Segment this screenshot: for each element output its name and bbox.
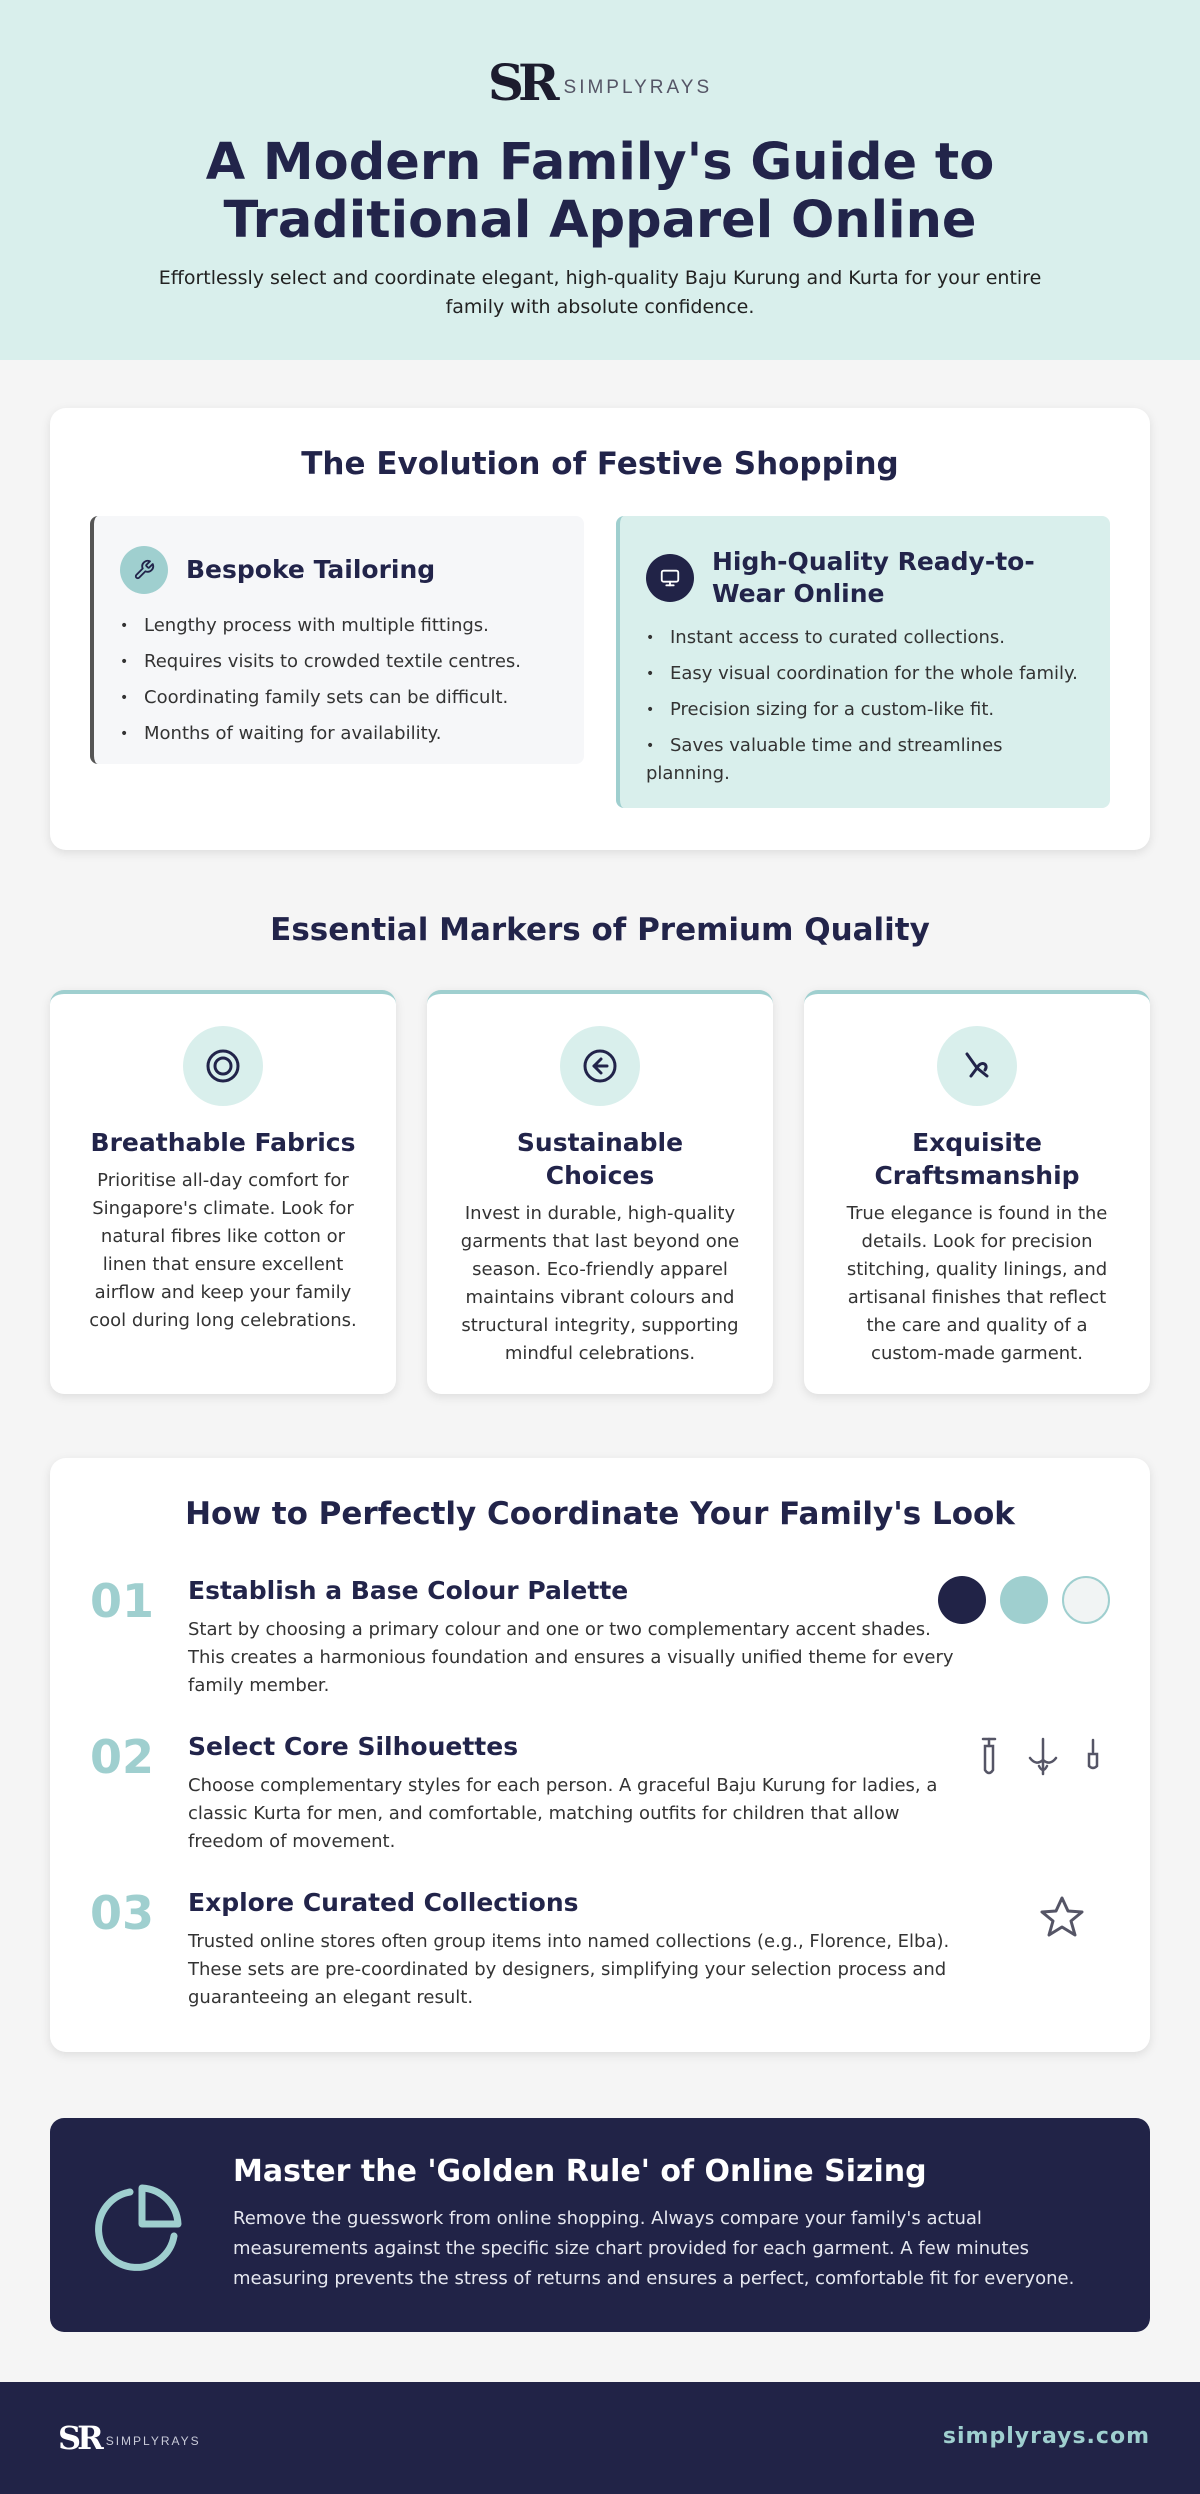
quality-card-title: Breathable Fabrics — [90, 1128, 356, 1157]
step-title: Select Core Silhouettes — [188, 1732, 519, 1761]
list-item: • Months of waiting for availability. — [120, 720, 556, 748]
step-body: Start by choosing a primary colour and one or two complementary accent shades. This creates a harmonious foundation and ensures a visually unified theme for every family member. — [188, 1619, 954, 1696]
bespoke-tailoring-box — [90, 516, 584, 764]
ring-icon — [183, 1026, 263, 1106]
list-item: • Easy visual coordination for the whole family. — [646, 660, 1082, 688]
step-body: Trusted online stores often group items into named collections (e.g., Florence, Elba). These sets are pre-coordinated by designers, simplifying your selection process and guaranteeing an elegant result. — [188, 1931, 950, 2008]
footer-website-link[interactable]: simplyrays.com — [942, 2424, 1150, 2449]
star-icon — [1038, 1894, 1086, 1940]
kurta-icon — [1026, 1736, 1060, 1784]
golden-rule-title: Master the 'Golden Rule' of Online Sizing — [233, 2154, 927, 2189]
golden-rule-body: Remove the guesswork from online shopping. Always compare your family's actual measurements against the specific size chart provided for each garment. A few minutes measuring prevents the stress of returns and ensures a perfect, comfortable fit for everyone. — [233, 2208, 1075, 2289]
logo-mark: SR — [487, 53, 554, 112]
child-outfit-icon — [1086, 1736, 1100, 1784]
step-title: Establish a Base Colour Palette — [188, 1576, 629, 1605]
brand-logo[interactable] — [487, 53, 713, 112]
coordinate-section — [50, 1458, 1150, 2052]
swatch-teal — [1000, 1576, 1048, 1624]
online-title: High-Quality Ready-to-Wear Online — [712, 547, 1035, 608]
quality-card-body: True elegance is found in the details. Look for precision stitching, quality linings, and artisanal finishes that reflect the care and quality of a custom-made garment. — [846, 1203, 1108, 1364]
quality-card-fabrics — [50, 990, 396, 1394]
colour-palette — [938, 1576, 1110, 1624]
footer — [0, 2382, 1200, 2494]
golden-rule-banner — [50, 2118, 1150, 2332]
bespoke-list — [120, 612, 556, 748]
footer-logo[interactable] — [58, 2419, 201, 2457]
logo-mark: SR — [58, 2419, 100, 2457]
step-number: 01 — [90, 1574, 155, 1628]
logo-wordmark: SIMPLYRAYS — [105, 2434, 201, 2448]
page-title: A Modern Family's Guide to Traditional Apparel Online — [205, 133, 995, 250]
swatch-navy — [938, 1576, 986, 1624]
quality-card-title: Sustainable Choices — [516, 1128, 684, 1190]
hero-header — [0, 0, 1200, 360]
quality-card-title: Exquisite Craftsmanship — [874, 1128, 1080, 1190]
step-body: Choose complementary styles for each person. A graceful Baju Kurung for ladies, a classic Kurta for men, and comfortable, matching outfits for children that allow freedom of movement. — [188, 1775, 938, 1852]
logo-wordmark: SIMPLYRAYS — [563, 77, 713, 98]
list-item: • Requires visits to crowded textile centres. — [120, 648, 556, 676]
needle-thread-icon — [937, 1026, 1017, 1106]
list-item: • Saves valuable time and streamlines planning. — [646, 732, 1082, 788]
quality-card-body: Invest in durable, high-quality garments that last beyond one season. Eco-friendly apparel maintains vibrant colours and structural integrity, supporting mindful celebrations. — [460, 1203, 740, 1364]
evolution-title: The Evolution of Festive Shopping — [301, 446, 899, 482]
step-number: 02 — [90, 1730, 155, 1784]
quality-title: Essential Markers of Premium Quality — [270, 912, 930, 948]
coordinate-title: How to Perfectly Coordinate Your Family's Look — [185, 1496, 1015, 1532]
circle-arrow-left-icon — [560, 1026, 640, 1106]
pie-chart-icon — [90, 2180, 186, 2280]
quality-card-craftsmanship — [804, 990, 1150, 1394]
list-item: • Precision sizing for a custom-like fit. — [646, 696, 1082, 724]
step-title: Explore Curated Collections — [188, 1888, 579, 1917]
online-shopping-box — [616, 516, 1110, 808]
swatch-light — [1062, 1576, 1110, 1624]
quality-card-sustainable — [427, 990, 773, 1394]
silhouette-icons — [978, 1736, 1100, 1784]
list-item: • Lengthy process with multiple fittings. — [120, 612, 556, 640]
evolution-section — [50, 408, 1150, 850]
step-number: 03 — [90, 1886, 155, 1940]
wrench-icon — [120, 546, 168, 594]
dress-icon — [978, 1736, 1000, 1784]
page-subtitle: Effortlessly select and coordinate elegant, high-quality Baju Kurung and Kurta for your entire family with absolute confidence. — [158, 267, 1042, 318]
online-list — [646, 624, 1082, 788]
quality-card-body: Prioritise all-day comfort for Singapore's climate. Look for natural fibres like cotton or linen that ensure excellent airflow and keep your family cool during long celebrations. — [89, 1170, 357, 1331]
list-item: • Instant access to curated collections. — [646, 624, 1082, 652]
list-item: • Coordinating family sets can be difficult. — [120, 684, 556, 712]
bespoke-title: Bespoke Tailoring — [186, 555, 436, 584]
monitor-icon — [646, 554, 694, 602]
